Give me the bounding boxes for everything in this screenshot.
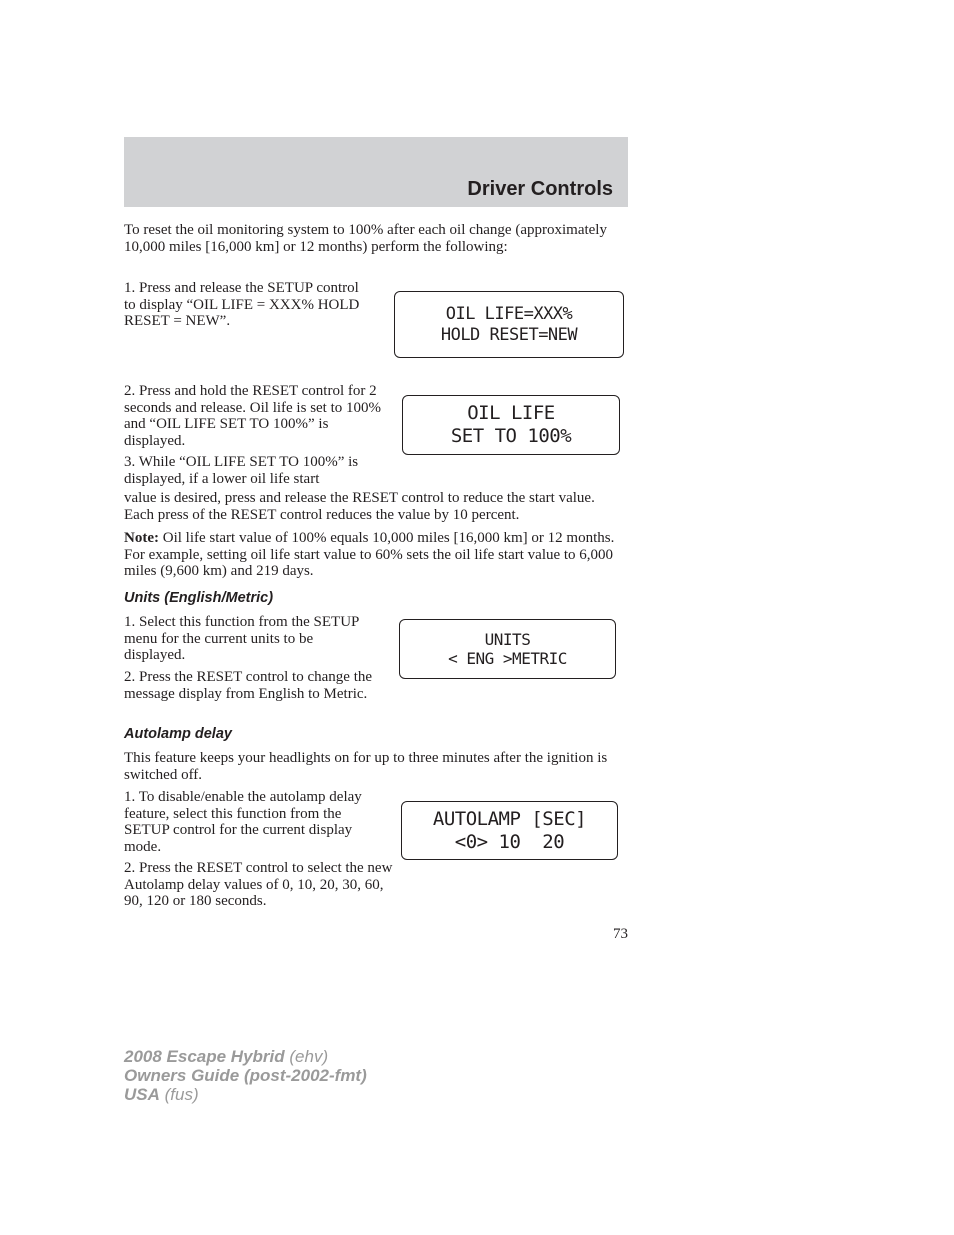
lcd-line-1: OIL LIFE bbox=[467, 402, 555, 425]
note-text: Oil life start value of 100% equals 10,000 miles [16,000 km] or 12 months. For example, setting oil life start value to 60% sets the oil life start value to 6,000 miles (9,600 km) and 219 days. bbox=[124, 530, 615, 580]
oil-step-3-start: 3. While “OIL LIFE SET TO 100%” is displayed, if a lower oil life start bbox=[124, 454, 359, 487]
autolamp-step-1: 1. To disable/enable the autolamp delay feature, select this function from the SETUP control for the current display mode. bbox=[124, 789, 362, 855]
lcd-oil-life-set bbox=[402, 395, 620, 455]
lcd-line-1: UNITS bbox=[484, 629, 531, 649]
units-heading: Units (English/Metric) bbox=[124, 590, 274, 606]
oil-reset-intro: To reset the oil monitoring system to 100% after each oil change (approximately 10,000 miles [16,000 km] or 12 months) perform the following: bbox=[124, 222, 607, 255]
lcd-line-1: OIL LIFE=XXX% bbox=[445, 304, 573, 325]
oil-step-3-end: value is desired, press and release the RESET control to reduce the start value. Each press of the RESET control reduces the value by 10 percent. bbox=[124, 490, 595, 523]
autolamp-intro: This feature keeps your headlights on for up to three minutes after the ignition is switched off. bbox=[124, 750, 608, 783]
footer-line-1: 2008 Escape Hybrid (ehv) bbox=[124, 1047, 329, 1066]
lcd-line-1: AUTOLAMP [SEC] bbox=[432, 807, 587, 830]
lcd-line-2: <0> 10 20 bbox=[454, 830, 565, 853]
document-footer bbox=[124, 1047, 367, 1104]
autolamp-step-2: 2. Press the RESET control to select the new Autolamp delay values of 0, 10, 20, 30, 60, 90, 120 or 180 seconds. bbox=[124, 860, 393, 910]
footer-line-2: Owners Guide (post-2002-fmt) bbox=[124, 1066, 367, 1085]
units-step-1: 1. Select this function from the SETUP menu for the current units to be displayed. bbox=[124, 614, 359, 664]
section-title: Driver Controls bbox=[467, 178, 613, 200]
lcd-line-2: SET TO 100% bbox=[450, 425, 572, 447]
oil-step-1: 1. Press and release the SETUP control to display “OIL LIFE = XXX% HOLD RESET = NEW”. bbox=[124, 280, 360, 330]
lcd-line-2: < ENG >METRIC bbox=[448, 649, 567, 668]
oil-life-note bbox=[124, 530, 626, 580]
lcd-oil-life-reset bbox=[394, 291, 624, 358]
units-step-2: 2. Press the RESET control to change the message display from English to Metric. bbox=[124, 669, 373, 702]
lcd-line-2: HOLD RESET=NEW bbox=[440, 324, 578, 345]
section-header bbox=[124, 137, 628, 207]
lcd-autolamp bbox=[401, 801, 618, 860]
oil-step-2: 2. Press and hold the RESET control for 2 seconds and release. Oil life is set to 100% and “OIL LIFE SET TO 100%” is displayed. bbox=[124, 383, 382, 449]
lcd-units bbox=[399, 619, 616, 679]
autolamp-heading: Autolamp delay bbox=[124, 726, 232, 742]
note-label: Note: bbox=[124, 530, 159, 546]
footer-line-3: USA (fus) bbox=[124, 1085, 199, 1104]
page-number: 73 bbox=[613, 926, 628, 942]
